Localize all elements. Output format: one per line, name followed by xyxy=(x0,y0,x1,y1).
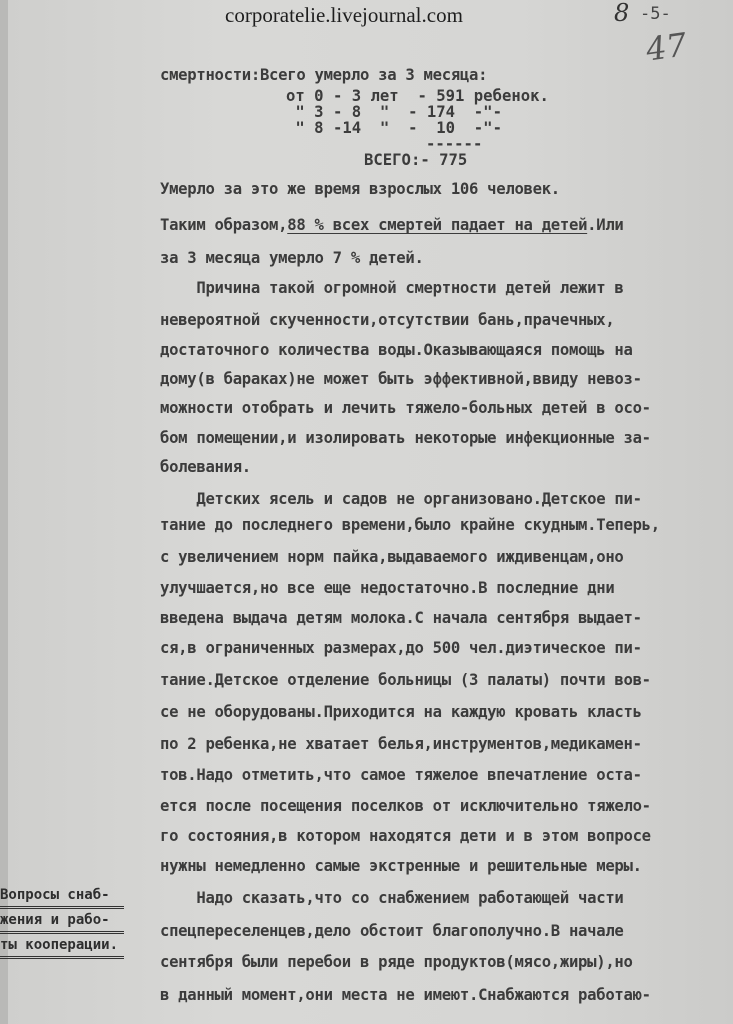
text-line: бом помещении,и изолировать некоторые инфекционные за- xyxy=(160,429,651,447)
intro-line: смертности:Всего умерло за 3 месяца: xyxy=(160,66,488,84)
text-line: се не оборудованы.Приходится на каждую кровать класть xyxy=(160,703,642,721)
text-line: тание до последнего времени,было крайне скудным.Теперь, xyxy=(160,516,660,534)
margin-note: Вопросы снаб- жения и рабо- ты кооперации. xyxy=(0,884,124,959)
text-line: Детских ясель и садов не организовано.Детское пи- xyxy=(160,490,642,508)
text-line: болевания. xyxy=(160,458,251,476)
text-line: введена выдача детям молока.С начала сентября выдает- xyxy=(160,609,642,627)
table-row: " 3 - 8 " - 174 -"- xyxy=(286,103,502,121)
text-line: тов.Надо отметить,что самое тяжелое впечатление оста- xyxy=(160,766,642,784)
text-line: с увеличением норм пайка,выдаваемого иждивенцам,оно xyxy=(160,548,624,566)
text-line: го состояния,в котором находятся дети и в этом вопросе xyxy=(160,827,651,845)
text-line: Надо сказать,что со снабжением работающей части xyxy=(160,889,624,907)
text-line: достаточного количества воды.Оказывающаяся помощь на xyxy=(160,341,633,359)
handwritten-page-correction: 8 xyxy=(614,0,630,27)
text-line: улучшается,но все еще недостаточно.В последние дни xyxy=(160,579,615,597)
text-line: тание.Детское отделение больницы (3 палаты) почти вов- xyxy=(160,671,651,689)
text-line: ся,в ограниченных размерах,до 500 чел.диэтическое пи- xyxy=(160,639,642,657)
table-total: ВСЕГО:- 775 xyxy=(364,151,468,169)
table-row: от 0 - 3 лет - 591 ребенок. xyxy=(286,87,549,105)
page-edge xyxy=(0,0,8,1024)
page-number: -5- xyxy=(640,4,671,24)
table-row: " 8 -14 " - 10 -"- xyxy=(286,119,502,137)
text-line: за 3 месяца умерло 7 % детей. xyxy=(160,249,424,267)
text-line: нужны немедленно самые экстренные и решительные меры. xyxy=(160,857,642,875)
text-line: в данный момент,они места не имеют.Снабжаются работаю- xyxy=(160,986,651,1004)
table-rule: ------ xyxy=(426,135,483,153)
text-line: Причина такой огромной смертности детей лежит в xyxy=(160,279,624,297)
watermark: corporatelie.livejournal.com xyxy=(225,3,463,27)
text-line: дому(в бараках)не может быть эффективной,ввиду невоз- xyxy=(160,370,642,388)
text-line: спецпереселенцев,дело обстоит благополучно.В начале xyxy=(160,922,624,940)
text-line: ется после посещения поселков от исключительно тяжело- xyxy=(160,797,651,815)
underlined-statistic: 88 % всех смертей падает на детей xyxy=(287,216,588,234)
mortality-table xyxy=(286,88,549,168)
handwritten-sheet-number: 47 xyxy=(643,25,690,69)
text-line: можности отобрать и лечить тяжело-больных детей в осо- xyxy=(160,399,651,417)
text-line: по 2 ребенка,не хватает белья,инструментов,медикамен- xyxy=(160,735,642,753)
text-line: сентября были перебои в ряде продуктов(мясо,жиры),но xyxy=(160,953,633,971)
text-line: Умерло за это же время взрослых 106 человек. xyxy=(160,180,560,198)
text-line: Таким образом,88 % всех смертей падает на детей.Или xyxy=(160,216,624,234)
text-line: невероятной скученности,отсутствии бань,прачечных, xyxy=(160,311,615,329)
